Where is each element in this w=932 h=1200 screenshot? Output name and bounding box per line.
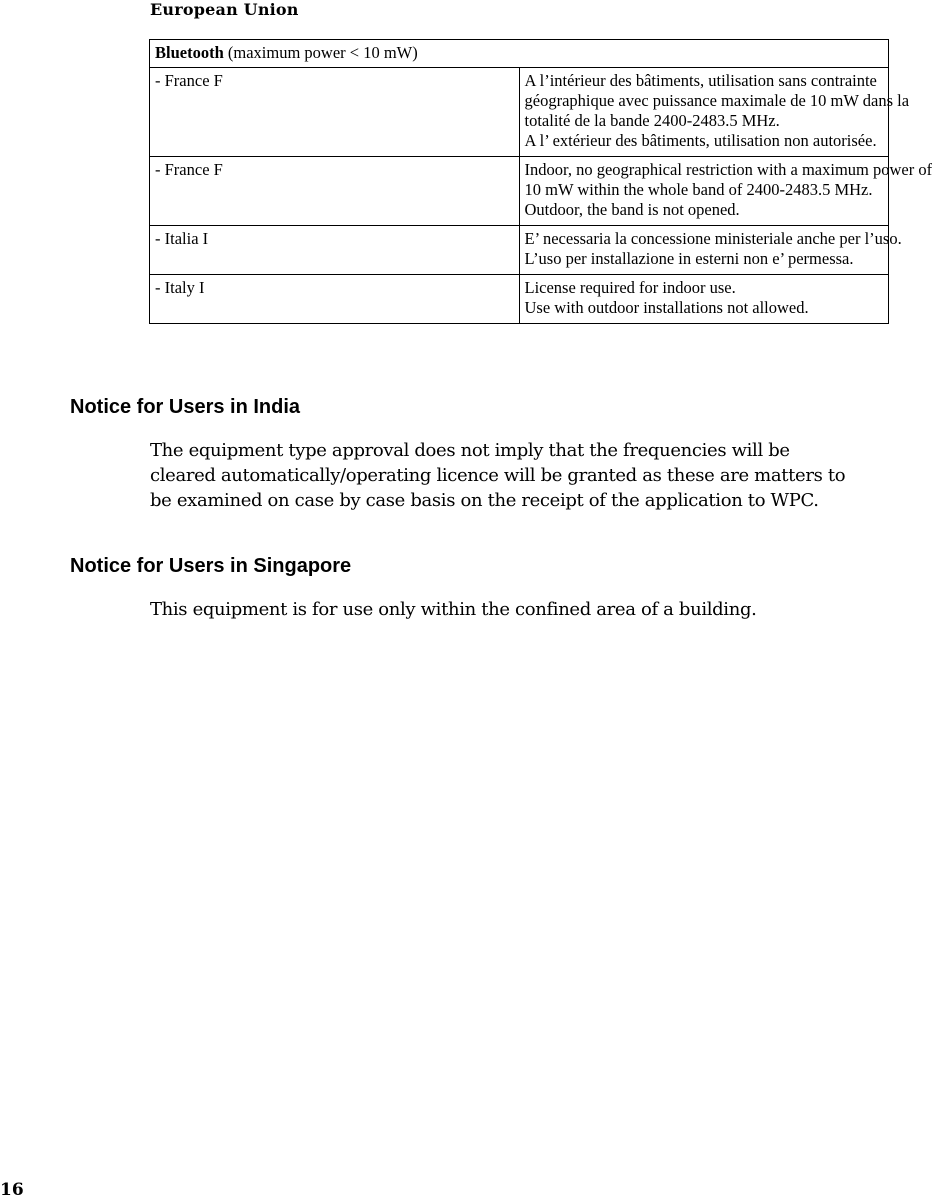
bluetooth-regulation-table bbox=[149, 39, 932, 324]
section-heading-european-union: European Union bbox=[150, 0, 299, 19]
singapore-notice-paragraph: This equipment is for use only within the confined area of a building. bbox=[150, 599, 757, 620]
regulation-cell bbox=[519, 275, 889, 324]
regulation-line: Outdoor, the band is not opened. bbox=[524, 200, 740, 219]
country-cell: - Italia I bbox=[150, 226, 520, 275]
table-header-cell bbox=[150, 40, 889, 68]
regulation-cell bbox=[519, 226, 902, 275]
regulation-line: L’uso per installazione in esterni non e’ permessa. bbox=[524, 249, 854, 268]
india-notice-heading: Notice for Users in India bbox=[70, 396, 301, 418]
regulation-line: Use with outdoor installations not allowed. bbox=[524, 298, 809, 317]
table-row bbox=[150, 157, 889, 226]
regulation-line: A l’intérieur des bâtiments, utilisation sans contrainte bbox=[524, 71, 877, 90]
regulation-line: Indoor, no geographical restriction with a maximum power of bbox=[524, 160, 932, 179]
table-row bbox=[150, 226, 889, 275]
regulation-cell bbox=[519, 68, 910, 157]
regulation-line: 10 mW within the whole band of 2400-2483.5 MHz. bbox=[524, 180, 873, 199]
country-cell: - France F bbox=[150, 157, 520, 226]
regulation-line: License required for indoor use. bbox=[524, 278, 736, 297]
singapore-notice-heading: Notice for Users in Singapore bbox=[70, 555, 352, 577]
india-notice-line: The equipment type approval does not imply that the frequencies will be bbox=[150, 440, 790, 461]
table-header-row bbox=[150, 40, 889, 68]
regulation-cell bbox=[519, 157, 932, 226]
regulation-line: A l’ extérieur des bâtiments, utilisation non autorisée. bbox=[524, 131, 877, 150]
india-notice-line: be examined on case by case basis on the receipt of the application to WPC. bbox=[150, 490, 819, 511]
table-row bbox=[150, 275, 889, 324]
regulation-line: E’ necessaria la concessione ministeriale anche per l’uso. bbox=[524, 229, 902, 248]
country-cell: - Italy I bbox=[150, 275, 520, 324]
india-notice-paragraph bbox=[150, 438, 845, 513]
regulation-line: géographique avec puissance maximale de 10 mW dans la bbox=[524, 91, 910, 110]
country-cell: - France F bbox=[150, 68, 520, 157]
india-notice-line: cleared automatically/operating licence will be granted as these are matters to bbox=[150, 465, 846, 486]
table-row bbox=[150, 68, 889, 157]
regulation-line: totalité de la bande 2400-2483.5 MHz. bbox=[524, 111, 780, 130]
page-number: 16 bbox=[0, 1180, 24, 1200]
table-header-bold: Bluetooth bbox=[155, 43, 224, 62]
table-header-rest: (maximum power < 10 mW) bbox=[223, 43, 418, 62]
